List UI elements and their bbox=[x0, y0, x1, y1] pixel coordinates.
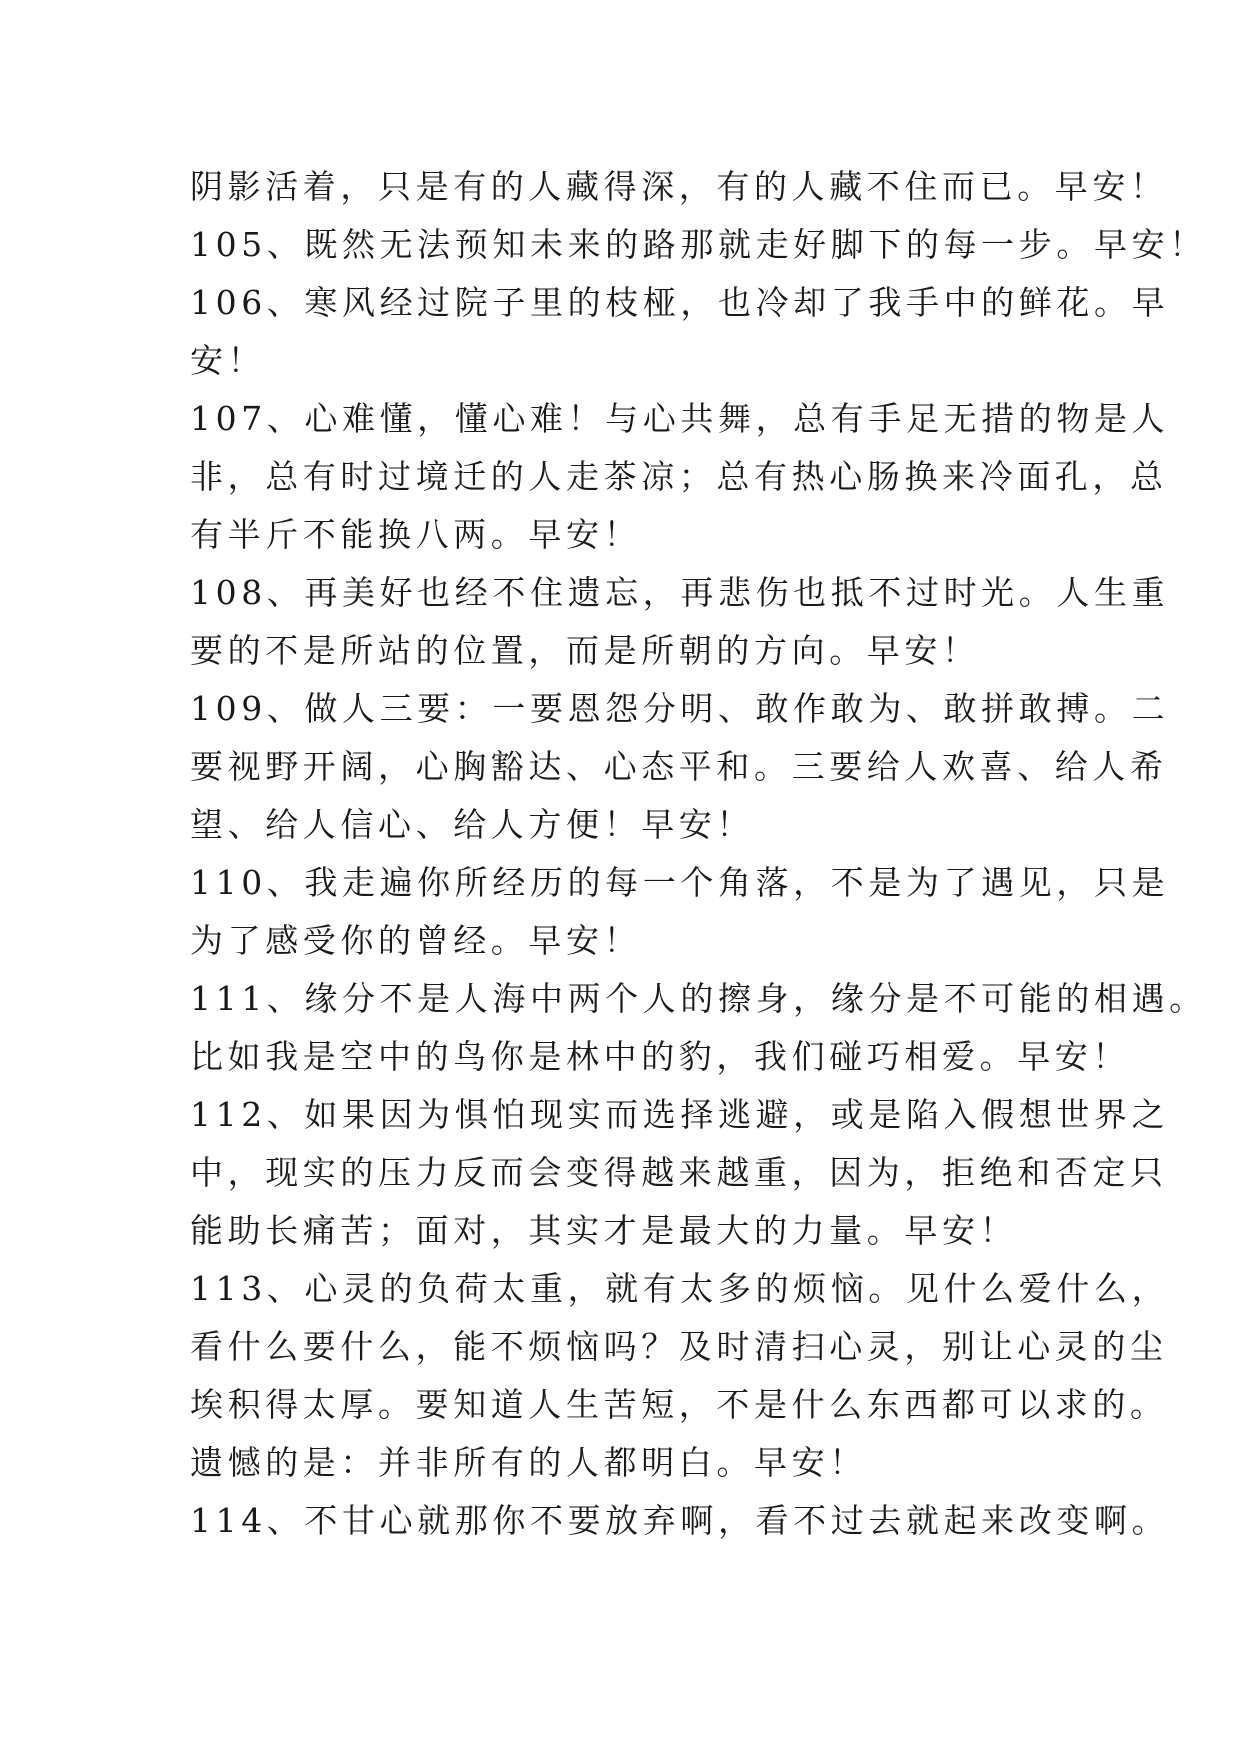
text-line: 111、缘分不是人海中两个人的擦身，缘分是不可能的相遇。 bbox=[190, 979, 1207, 1018]
text-line: 安！ bbox=[190, 341, 266, 380]
text-line: 106、寒风经过院子里的枝桠，也冷却了我手中的鲜花。早 bbox=[190, 283, 1170, 322]
text-line: 要视野开阔，心胸豁达、心态平和。三要给人欢喜、给人希 bbox=[190, 747, 1168, 786]
text-line: 113、心灵的负荷太重，就有太多的烦恼。见什么爱什么， bbox=[190, 1269, 1170, 1308]
text-line: 109、做人三要：一要恩怨分明、敢作敢为、敢拼敢搏。二 bbox=[190, 689, 1170, 728]
text-line: 埃积得太厚。要知道人生苦短，不是什么东西都可以求的。 bbox=[190, 1385, 1168, 1424]
text-line: 看什么要什么，能不烦恼吗？及时清扫心灵，别让心灵的尘 bbox=[190, 1327, 1168, 1366]
text-line: 望、给人信心、给人方便！早安！ bbox=[190, 805, 754, 844]
text-line: 112、如果因为惧怕现实而选择逃避，或是陷入假想世界之 bbox=[190, 1095, 1170, 1134]
text-line: 非，总有时过境迁的人走茶凉；总有热心肠换来冷面孔，总 bbox=[190, 457, 1168, 496]
text-line: 遗憾的是：并非所有的人都明白。早安！ bbox=[190, 1443, 867, 1482]
text-line: 108、再美好也经不住遗忘，再悲伤也抵不过时光。人生重 bbox=[190, 573, 1170, 612]
text-line: 有半斤不能换八两。早安！ bbox=[190, 515, 642, 554]
text-line: 为了感受你的曾经。早安！ bbox=[190, 921, 642, 960]
text-line: 107、心难懂，懂心难！与心共舞，总有手足无措的物是人 bbox=[190, 399, 1170, 438]
text-line: 114、不甘心就那你不要放弃啊，看不过去就起来改变啊。 bbox=[190, 1501, 1170, 1540]
text-line: 110、我走遍你所经历的每一个角落，不是为了遇见，只是 bbox=[190, 863, 1170, 902]
text-line: 阴影活着，只是有的人藏得深，有的人藏不住而已。早安！ bbox=[190, 167, 1168, 206]
text-line: 能助长痛苦；面对，其实才是最大的力量。早安！ bbox=[190, 1211, 1018, 1250]
text-line: 比如我是空中的鸟你是林中的豹，我们碰巧相爱。早安！ bbox=[190, 1037, 1130, 1076]
text-line: 要的不是所站的位置，而是所朝的方向。早安！ bbox=[190, 631, 980, 670]
text-line: 中，现实的压力反而会变得越来越重，因为，拒绝和否定只 bbox=[190, 1153, 1168, 1192]
document-body bbox=[190, 158, 1207, 1550]
text-line: 105、既然无法预知未来的路那就走好脚下的每一步。早安！ bbox=[190, 225, 1207, 264]
